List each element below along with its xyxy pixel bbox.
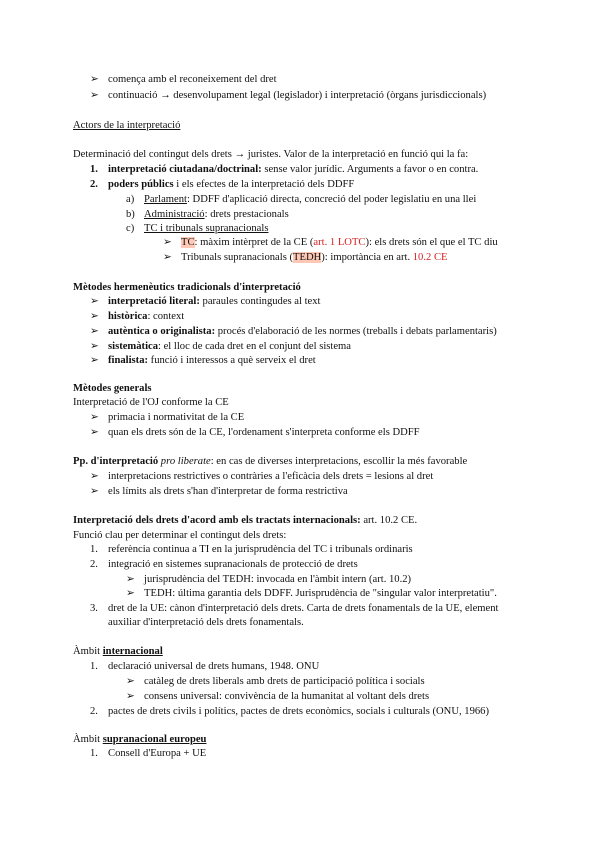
list-item: ➢ catàleg de drets liberals amb drets de participació política i socials (126, 676, 425, 687)
list-item: ➢ històrica: context (90, 311, 185, 322)
section-heading-metodes-generals: Mètodes generals (73, 383, 152, 394)
arrow-bullet-icon: ➢ (90, 486, 99, 497)
list-item: b) Administració: drets prestacionals (126, 209, 289, 220)
section-heading-internacional: Àmbit internacional (73, 646, 163, 657)
arrow-bullet-icon: ➢ (126, 588, 135, 599)
arrow-bullet-icon: ➢ (126, 691, 135, 702)
list-item: 2. integració en sistemes supranacionals de protecció de drets (90, 559, 358, 570)
arrow-bullet-icon: ➢ (163, 252, 172, 263)
list-item: ➢ interpretacions restrictives o contràries a l'eficàcia dels drets = lesions al dret (90, 471, 434, 482)
list-item: ➢ TC: màxim intèrpret de la CE (art. 1 LOTC): els drets són el que el TC diu (163, 237, 498, 248)
list-item: ➢ jurisprudència del TEDH: invocada en l'àmbit intern (art. 10.2) (126, 574, 412, 585)
arrow-bullet-icon: ➢ (90, 326, 99, 337)
arrow-bullet-icon: ➢ (90, 311, 99, 322)
list-item: ➢ quan els drets són de la CE, l'ordenament s'interpreta conforme els DDFF (90, 427, 420, 438)
list-item: ➢ sistemàtica: el lloc de cada dret en el conjunt del sistema (90, 341, 351, 352)
arrow-bullet-icon: ➢ (126, 676, 135, 687)
arrow-bullet-icon: ➢ (90, 471, 99, 482)
list-item: a) Parlament: DDFF d'aplicació directa, concreció del poder legislatiu en una llei (126, 194, 477, 205)
list-item: ➢ interpretació literal: paraules contingudes al text (90, 296, 321, 307)
list-item: ➢ els límits als drets s'han d'interpretar de forma restrictiva (90, 486, 348, 497)
list-item: 1. Consell d'Europa + UE (90, 748, 207, 759)
paragraph: Interpretació de l'OJ conforme la CE (73, 397, 229, 408)
arrow-bullet-icon: ➢ (126, 574, 135, 585)
paragraph: Pp. d'interpretació pro liberate: en cas de diverses interpretacions, escollir la més favorable (73, 456, 468, 467)
list-item: ➢ finalista: funció i interessos a què serveix el dret (90, 355, 316, 366)
arrow-bullet-icon: ➢ (90, 355, 99, 366)
section-heading-metodes-tradicionals: Mètodes hermenèutics tradicionals d'interpretació (73, 282, 301, 293)
arrow-bullet-icon: ➢ (90, 412, 99, 423)
list-item: ➢ autèntica o originalista: procés d'elaboració de les normes (treballs i debats parlamentaris) (90, 326, 497, 337)
list-item: ➢ consens universal: convivència de la humanitat al voltant dels drets (126, 691, 430, 702)
list-item: 2. poders públics i els efectes de la interpretació dels DDFF (90, 179, 355, 190)
list-item: ➢ TEDH: última garantia dels DDFF. Jurisprudència de "singular valor interpretatiu". (126, 588, 497, 599)
list-item-continuation: auxiliar d'interpretació dels drets fonamentals. (108, 617, 304, 628)
list-item: 2. pactes de drets civils i polítics, pactes de drets econòmics, socials i culturals (ONU, 1966) (90, 706, 489, 717)
list-item: c) TC i tribunals supranacionals (126, 223, 269, 234)
arrow-bullet-icon: ➢ (163, 237, 172, 248)
arrow-bullet-icon: ➢ (90, 90, 99, 101)
arrow-bullet-icon: ➢ (90, 427, 99, 438)
arrow-bullet-icon: ➢ (90, 296, 99, 307)
paragraph: Determinació del contingut dels drets → juristes. Valor de la interpretació en funció qui la fa: (73, 149, 469, 160)
list-item: 1. declaració universal de drets humans, 1948. ONU (90, 661, 320, 672)
list-item: ➢ comença amb el reconeixement del dret (90, 74, 277, 85)
arrow-bullet-icon: ➢ (90, 74, 99, 85)
list-item: ➢ primacia i normativitat de la CE (90, 412, 245, 423)
paragraph: Interpretació dels drets d'acord amb els tractats internacionals: art. 10.2 CE. (73, 515, 418, 526)
paragraph: Funció clau per determinar el contingut dels drets: (73, 530, 287, 541)
list-item: ➢ continuació → desenvolupament legal (legislador) i interpretació (òrgans jurisdiccionals) (90, 90, 487, 101)
list-item: 1. referència continua a TI en la jurisprudència del TC i tribunals ordinaris (90, 544, 413, 555)
list-item: 1. interpretació ciutadana/doctrinal: sense valor jurídic. Arguments a favor o en contra. (90, 164, 479, 175)
section-heading-actors: Actors de la interpretació (73, 120, 181, 131)
list-item: 3. dret de la UE: cànon d'interpretació dels drets. Carta de drets fonamentals de la UE, element (90, 603, 499, 614)
arrow-bullet-icon: ➢ (90, 341, 99, 352)
section-heading-europeu: Àmbit supranacional europeu (73, 734, 207, 745)
list-item: ➢ Tribunals supranacionals (TEDH): importància en art. 10.2 CE (163, 252, 448, 263)
